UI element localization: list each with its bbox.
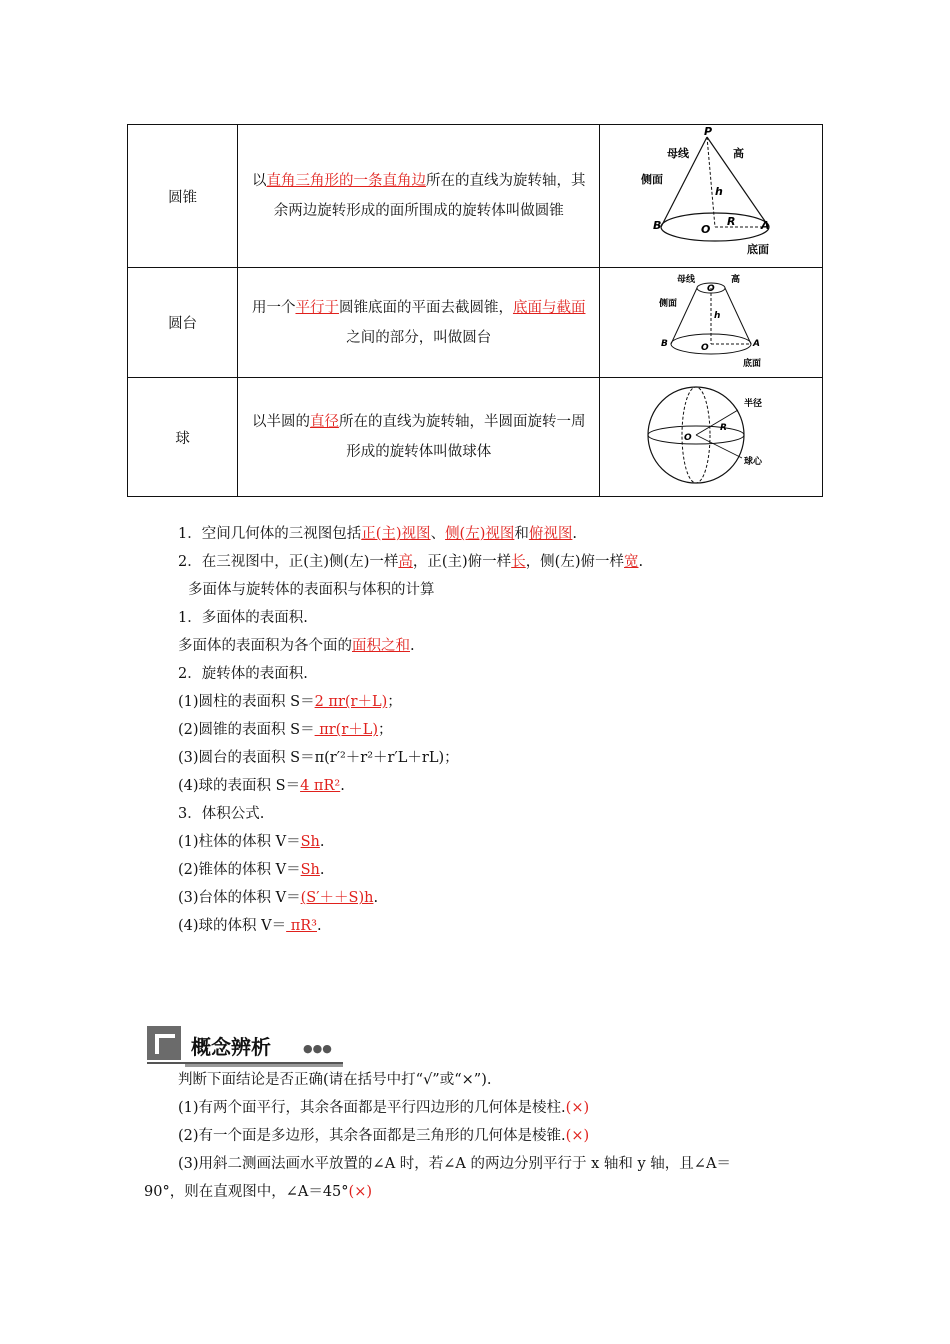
formula-line: (1)圆柱的表面积 S＝2 πr(r＋L)； bbox=[178, 694, 402, 710]
section-heading: 多面体与旋转体的表面积与体积的计算 bbox=[188, 582, 435, 598]
three-views-line: 1．空间几何体的三视图包括正(主)视图、侧(左)视图和俯视图. bbox=[178, 526, 577, 542]
row-description bbox=[238, 125, 600, 268]
desc-text: 用一个 bbox=[251, 299, 296, 316]
label-o1: O bbox=[707, 283, 715, 294]
frustum-figure bbox=[651, 272, 771, 370]
banner-dots: ●●● bbox=[303, 1042, 332, 1055]
cone-figure bbox=[641, 125, 781, 263]
row-name: 球 bbox=[128, 378, 238, 497]
desc-answer: 直径 bbox=[309, 414, 339, 430]
desc-answer: 直角三角形的一条直角边 bbox=[266, 173, 426, 189]
question-1: (1)有两个面平行，其余各面都是平行四边形的几何体是棱柱.(×) bbox=[178, 1100, 590, 1116]
formula-line: (4)球的体积 V＝ πR³. bbox=[178, 918, 322, 934]
row-description bbox=[238, 268, 600, 378]
cone-figure-cell bbox=[600, 125, 823, 268]
views-rule-line: 2．在三视图中，正(主)侧(左)一样高，正(主)俯一样长，侧(左)俯一样宽. bbox=[178, 554, 644, 570]
question-2: (2)有一个面是多边形，其余各面都是三角形的几何体是棱锥.(×) bbox=[178, 1128, 590, 1144]
answer-mark: (×) bbox=[348, 1184, 372, 1200]
formula-line: (2)锥体的体积 V＝Sh. bbox=[178, 862, 325, 878]
table-row bbox=[128, 268, 823, 378]
answer: 侧(左)视图 bbox=[445, 526, 515, 542]
label-base: 底面 bbox=[743, 358, 762, 369]
question-3-line-2: 90°，则在直观图中，∠A＝45°(×) bbox=[144, 1184, 372, 1200]
formula-line: (1)柱体的体积 V＝Sh. bbox=[178, 834, 325, 850]
answer: 长 bbox=[511, 554, 526, 570]
banner-graphic bbox=[145, 1024, 345, 1068]
row-name: 圆锥 bbox=[128, 125, 238, 268]
concept-intro: 判断下面结论是否正确(请在括号中打“√”或“×”). bbox=[178, 1072, 492, 1088]
row-name: 圆台 bbox=[128, 268, 238, 378]
answer: 2 πr(r＋L) bbox=[314, 694, 388, 710]
label-center: 球心 bbox=[744, 457, 763, 467]
desc-text: 以 bbox=[251, 173, 267, 189]
answer: 4 πR² bbox=[300, 778, 341, 794]
label-p: P bbox=[704, 125, 713, 138]
desc-text: 圆锥底面的平面去截圆锥， bbox=[338, 299, 513, 316]
label-o: O bbox=[701, 223, 711, 236]
table-row bbox=[128, 125, 823, 268]
label-height: 高 bbox=[733, 147, 745, 160]
label-h: h bbox=[715, 185, 723, 198]
answer: 宽 bbox=[624, 554, 639, 570]
subheading: 3．体积公式. bbox=[178, 806, 265, 822]
answer: 俯视图 bbox=[528, 526, 573, 542]
answer-mark: (×) bbox=[565, 1100, 590, 1116]
label-a: A bbox=[761, 219, 770, 232]
answer: (S′＋＋S)h bbox=[300, 890, 374, 906]
label-o: O bbox=[684, 433, 692, 443]
label-h: h bbox=[714, 310, 721, 321]
answer: 面积之和 bbox=[352, 638, 410, 654]
label-a: A bbox=[753, 338, 761, 349]
formula-line: (4)球的表面积 S＝4 πR². bbox=[178, 778, 345, 794]
desc-text: 所在的直线为旋转轴，半圆面旋转一周形成的旋转体叫做球体 bbox=[338, 414, 586, 460]
desc-answer: 底面与截面 bbox=[512, 299, 586, 316]
answer: πR³ bbox=[286, 918, 317, 934]
subheading: 1．多面体的表面积. bbox=[178, 610, 308, 626]
text-line: 多面体的表面积为各个面的面积之和. bbox=[178, 638, 415, 654]
answer: πr(r＋L) bbox=[314, 722, 379, 738]
banner-title: 概念辨析 bbox=[191, 1035, 271, 1059]
label-r: R bbox=[727, 215, 736, 228]
answer: 高 bbox=[398, 554, 413, 570]
desc-text: 之间的部分，叫做圆台 bbox=[346, 329, 492, 346]
question-3-line-1: (3)用斜二测画法画水平放置的∠A 时，若∠A 的两边分别平行于 x 轴和 y 轴，且∠A＝ bbox=[178, 1156, 731, 1172]
label-b: B bbox=[653, 219, 662, 232]
label-lateral: 侧面 bbox=[659, 298, 678, 309]
subheading: 2．旋转体的表面积. bbox=[178, 666, 308, 682]
formula-line: (2)圆锥的表面积 S＝ πr(r＋L)； bbox=[178, 722, 393, 738]
concept-banner bbox=[145, 1024, 345, 1068]
label-base: 底面 bbox=[747, 243, 770, 256]
row-description bbox=[238, 378, 600, 497]
label-generatrix: 母线 bbox=[667, 147, 690, 160]
desc-text: 所在的直线为旋转轴，其余两边旋转形成的面所围成的旋转体叫做圆锥 bbox=[273, 173, 586, 219]
sphere-figure-cell bbox=[600, 378, 823, 497]
label-r: R bbox=[720, 423, 728, 433]
label-height: 高 bbox=[731, 274, 741, 285]
label-lateral: 侧面 bbox=[641, 173, 664, 186]
label-b: B bbox=[661, 338, 669, 349]
formula-line: (3)台体的体积 V＝(S′＋＋S)h. bbox=[178, 890, 379, 906]
answer: 正(主)视图 bbox=[361, 526, 431, 542]
desc-answer: 平行于 bbox=[295, 299, 339, 316]
desc-text: 以半圆的 bbox=[251, 414, 310, 430]
answer: Sh bbox=[300, 862, 320, 878]
answer-mark: (×) bbox=[565, 1128, 590, 1144]
formula-line: (3)圆台的表面积 S＝π(r′²＋r²＋r′L＋rL)； bbox=[178, 750, 459, 766]
table-row bbox=[128, 378, 823, 497]
answer: Sh bbox=[300, 834, 320, 850]
frustum-figure-cell bbox=[600, 268, 823, 378]
solids-table bbox=[127, 124, 823, 497]
label-o: O bbox=[701, 342, 709, 353]
sphere-figure bbox=[646, 380, 776, 490]
label-radius: 半径 bbox=[744, 399, 763, 409]
label-generatrix: 母线 bbox=[677, 274, 696, 285]
